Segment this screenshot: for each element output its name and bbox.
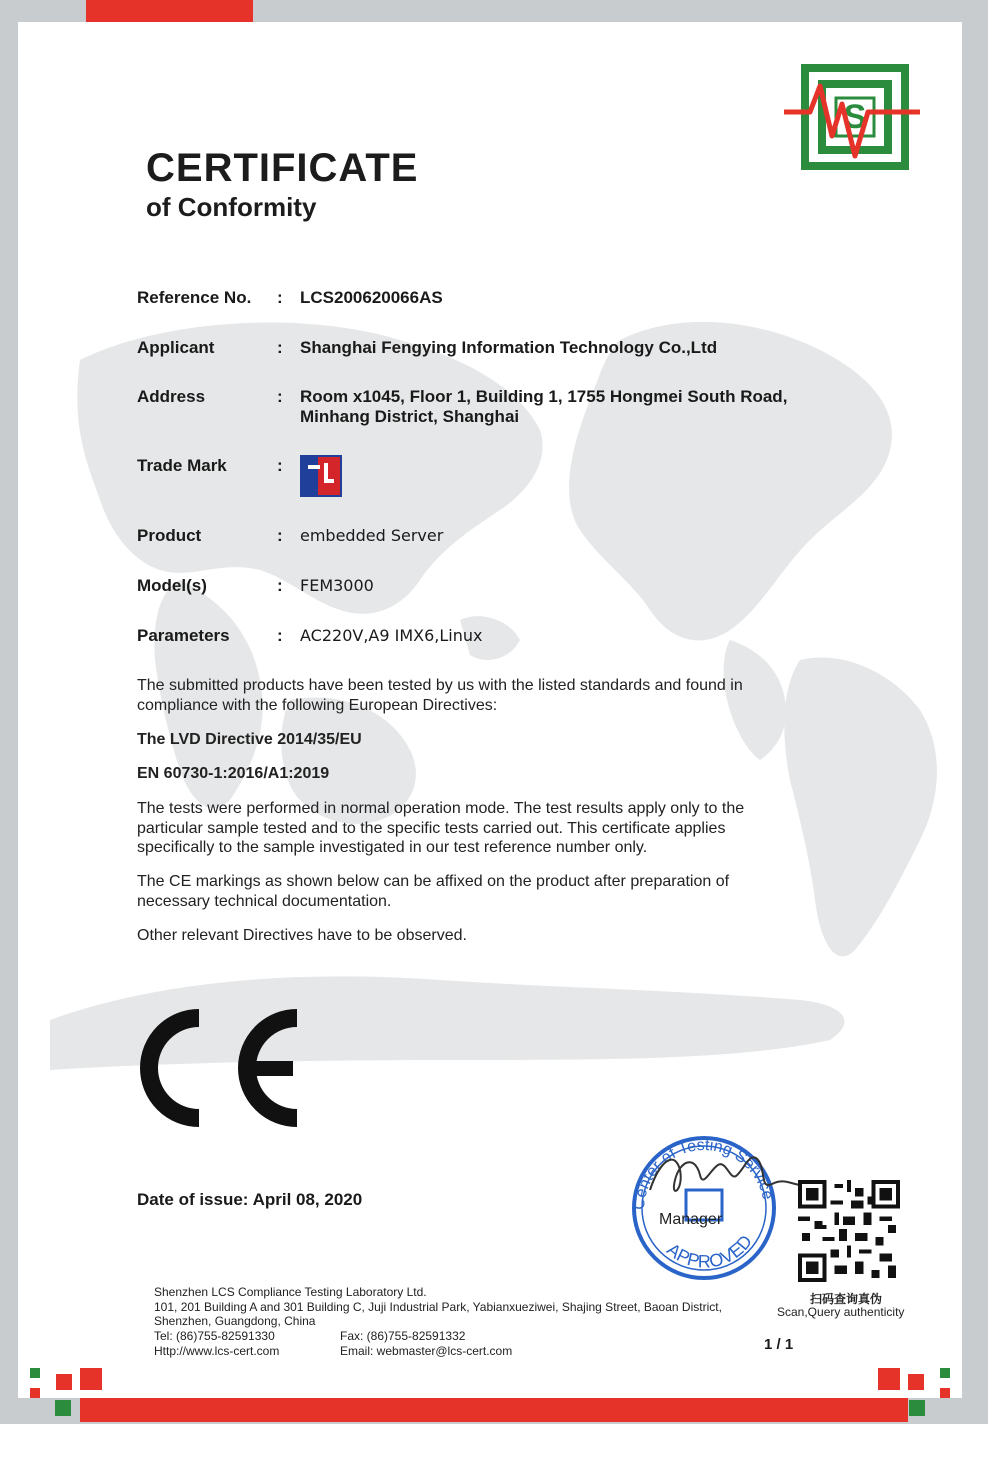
directive-text: The LVD Directive 2014/35/EU [137,731,362,748]
decor-square [30,1388,40,1398]
top-red-tab [86,0,253,22]
ce-mark [137,1006,307,1130]
models-label: Model(s) [137,576,207,595]
tests-line-2: particular sample tested and to the specific tests carried out. This certificate applies [137,819,726,837]
tests-line-1: The tests were performed in normal operation mode. The test results apply only to the [137,800,745,817]
applicant-label: Applicant [137,338,215,357]
bottom-red-bar [80,1398,908,1422]
lab-email[interactable]: Email: webmaster@lcs-cert.com [340,1344,513,1358]
colon: : [277,526,283,545]
standard-text: EN 60730-1:2016/A1:2019 [137,765,330,782]
product-value: embedded Server [300,526,444,545]
lab-name: Shenzhen LCS Compliance Testing Laboratory Ltd. [154,1285,427,1299]
trade-mark-logo [300,455,342,497]
lcs-logo [780,64,925,172]
colon: : [277,456,283,475]
address-label: Address [137,387,206,406]
address-line-1: Room x1045, Floor 1, Building 1, 1755 Hongmei South Road, [300,387,788,406]
reference-value: LCS200620066AS [300,288,443,307]
parameters-value: AC220V,A9 IMX6,Linux [300,626,483,645]
other-directives-text: Other relevant Directives have to be observed. [137,927,467,944]
lab-telephone: Tel: (86)755-82591330 [154,1329,275,1343]
trade-mark-label: Trade Mark [137,456,227,475]
qr-code[interactable] [798,1180,900,1282]
tests-paragraph [137,799,797,858]
date-of-issue: Date of issue: April 08, 2020 [137,1190,363,1209]
signature [640,1140,810,1210]
lab-website[interactable]: Http://www.lcs-cert.com [154,1344,280,1358]
lab-fax: Fax: (86)755-82591332 [340,1329,466,1343]
decor-square [908,1374,924,1390]
ce-line-1: The CE markings as shown below can be affixed on the product after preparation of [137,873,730,890]
colon: : [277,626,283,645]
parameters-label: Parameters [137,626,230,645]
certificate-subtitle: of Conformity [146,192,317,222]
decor-square [878,1368,900,1390]
applicant-value: Shanghai Fengying Information Technology Co.,Ltd [300,338,718,357]
decor-square [909,1400,925,1416]
decor-square [80,1368,102,1390]
ce-line-2: necessary technical documentation. [137,892,392,910]
certificate-title: CERTIFICATE [146,146,419,190]
svg-text:S: S [843,98,867,136]
intro-paragraph [137,676,797,715]
models-value: FEM3000 [300,576,374,595]
signatory-title: Manager [659,1211,723,1228]
reference-label: Reference No. [137,288,252,307]
colon: : [277,338,283,357]
intro-line-2: compliance with the following European Directives: [137,696,498,714]
decor-square [30,1368,40,1378]
product-label: Product [137,526,202,545]
qr-caption-chinese: 扫码查询真伪 [810,1292,883,1306]
decor-square [940,1368,950,1378]
lab-address-line-1: 101, 201 Building A and 301 Building C, Juji Industrial Park, Yabianxueziwei, Shajing Street, Baoan District, [154,1300,722,1314]
qr-caption-english: Scan,Query authenticity [777,1305,905,1319]
decor-square [55,1400,71,1416]
colon: : [277,387,283,406]
page-number: 1 / 1 [764,1336,794,1353]
decor-square [56,1374,72,1390]
address-line-2: Minhang District, Shanghai [300,407,520,426]
stamp-arc-text-bottom: APPROVED [663,1231,757,1272]
decor-square [940,1388,950,1398]
lab-address-line-2: Shenzhen, Guangdong, China [154,1314,316,1328]
intro-line-1: The submitted products have been tested by us with the listed standards and found in [137,677,743,694]
tests-line-3: specifically to the sample investigated in our test reference number only. [137,839,648,856]
colon: : [277,576,283,595]
ce-paragraph [137,872,797,911]
stamp-arc-text-top: Center of Testing Service [630,1136,777,1211]
colon: : [277,288,283,307]
